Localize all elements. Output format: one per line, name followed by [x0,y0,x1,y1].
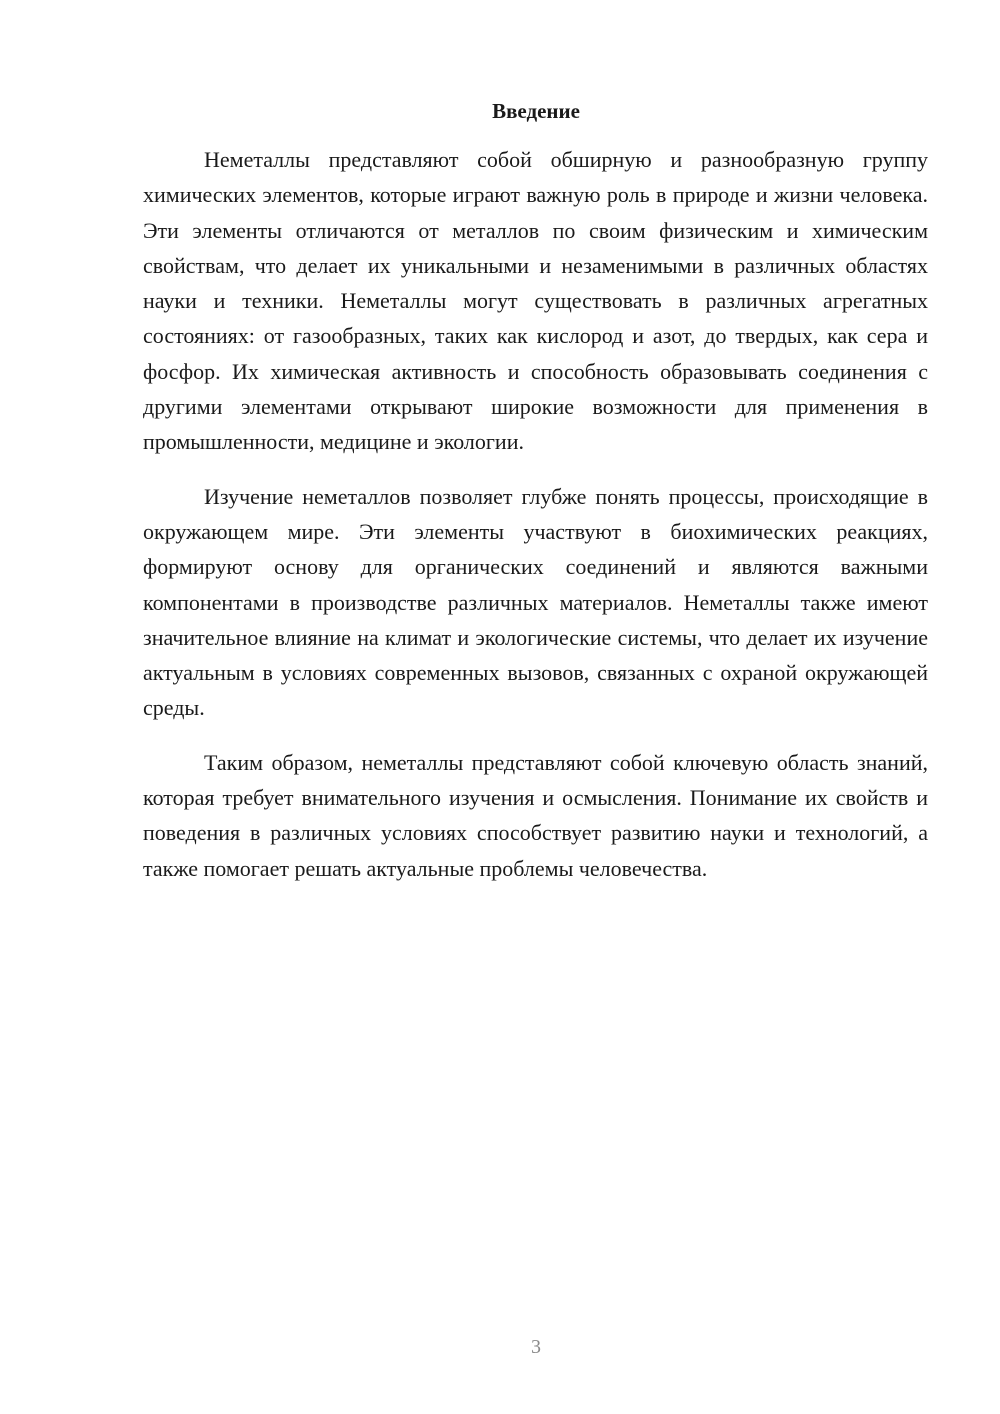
page-number: 3 [531,1336,541,1358]
section-title: Введение [492,99,580,123]
body-text [143,142,928,905]
paragraph-2: Изучение неметаллов позволяет глубже понять процессы, происходящие в окружающем мире. Эти элементы участвуют в биохимических реакциях, формируют основу для органических соединений и являются важными компонентами в производстве различных материалов. Неметаллы также имеют значительное влияние на климат и экологические системы, что делает их изучение актуальным в условиях современных вызовов, связанных с охраной окружающей среды. [143,483,928,721]
paragraph-3: Таким образом, неметаллы представляют собой ключевую область знаний, которая требует внимательного изучения и осмысления. Понимание их свойств и поведения в различных условиях способствует развитию науки и технологий, а также помогает решать актуальные проблемы человечества. [143,749,928,881]
paragraph-1: Неметаллы представляют собой обширную и разнообразную группу химических элементов, которые играют важную роль в природе и жизни человека. Эти элементы отличаются от металлов по своим физическим и химическим свойствам, что делает их уникальными и незаменимыми в различных областях науки и техники. Неметаллы могут существовать в различных агрегатных состояниях: от газообразных, таких как кислород и азот, до твердых, как сера и фосфор. Их химическая активность и способность образовывать соединения с другими элементами открывают широкие возможности для применения в промышленности, медицине и экологии. [143,147,928,455]
